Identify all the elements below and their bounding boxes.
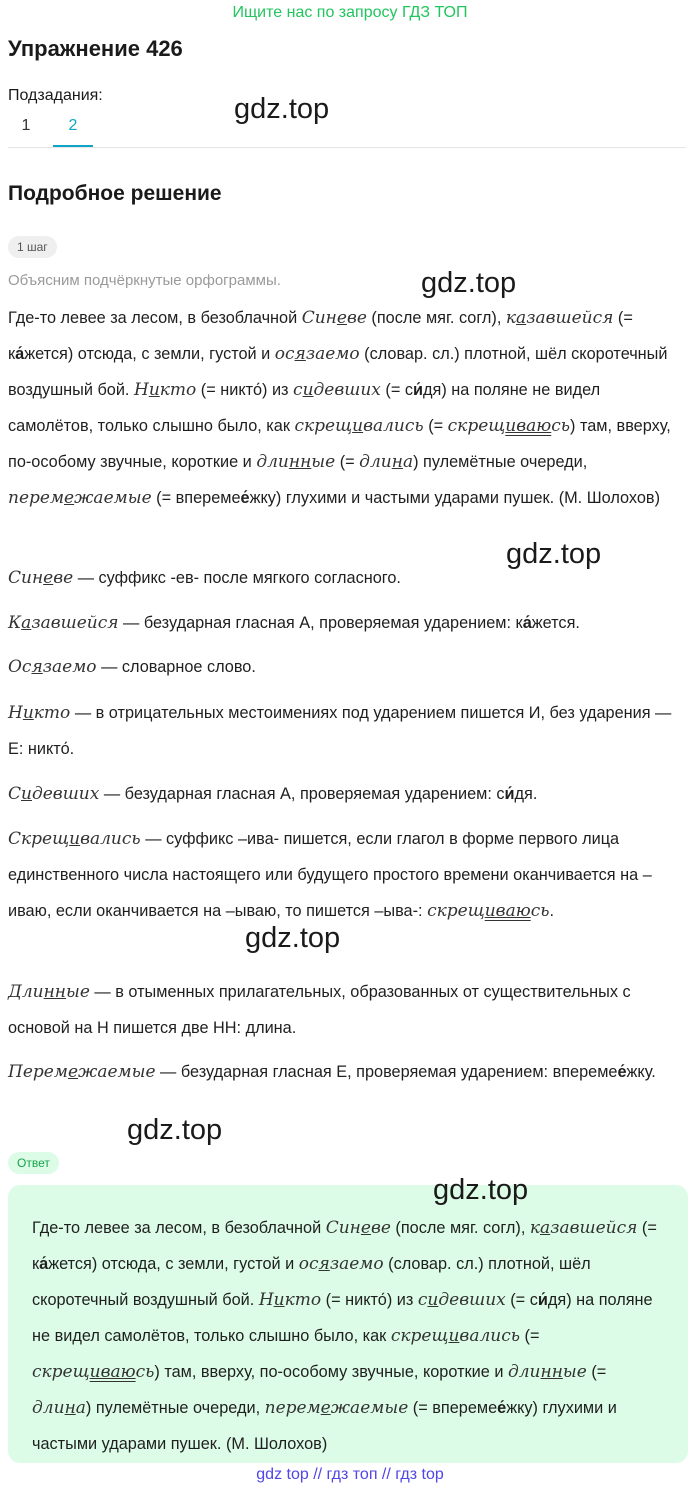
footer-links[interactable]: gdz top // гдз топ // гдз top — [256, 1466, 444, 1483]
word-nikto: Никто — [133, 380, 197, 400]
tab-subtask-1[interactable]: 1 — [21, 117, 31, 134]
watermark: gdz.top — [433, 1174, 529, 1206]
answer-text: Где-то левее за лесом, в безоблачной Синеве (после мяг. согл), казавшейся (= ка́жется) отсюда, с земли, густой и осязаемо (словар. сл.) плотной, шёл скоротечный воздушный бой. Никто (= никто́) из сидевших (= си́дя) на поляне не видел самолётов, только слышно было, как скрещивались (= скрещиваюсь) там, вверху, по-особому звучные, короткие и длинные (= длина) пулемётные очереди, перемежаемые (= вперемее́жку) глухими и частыми ударами пушек. (М. Шолохов) — [32, 1218, 657, 1453]
explanation-sidevshih: Сидевших — безударная гласная А, проверяемая ударением: си́дя. — [8, 784, 538, 804]
section-heading: Подробное решение — [8, 182, 222, 205]
word-dlinnye: длинные — [256, 452, 336, 472]
tab-subtask-2[interactable]: 2 — [53, 117, 93, 147]
watermark: gdz.top — [245, 922, 341, 954]
word-peremezhaemye: перемежаемые — [8, 488, 152, 508]
answer-badge: Ответ — [8, 1152, 59, 1174]
explanation-skreshivalis: Скрещивались — суффикс –ива- пишется, если глагол в форме первого лица единственного числа настоящего или будущего простого времени оканчивается на –иваю, если оканчивается на –ываю, то пишется –ыва-: скрещиваюсь. — [8, 829, 652, 921]
explanation-kazavsheysya: Казавшейся — безударная гласная А, проверяемая ударением: ка́жется. — [8, 613, 580, 633]
step-badge: 1 шаг — [8, 236, 57, 258]
exercise-text: Где-то левее за лесом, в безоблачной Синеве (после мяг. согл), казавшейся (= ка́жется) отсюда, с земли, густой и осязаемо (словар. сл.) плотной, шёл скоротечный воздушный бой. Никто (= никто́) из сидевших (= си́дя) на поляне не видел самолётов, только слышно было, как скрещивались (= скрещиваюсь) там, вверху, по-особому звучные, короткие и длинные (= длина) пулемётные очереди, перемежаемые (= вперемее́жку) глухими и частыми ударами пушек. (М. Шолохов) — [8, 308, 671, 508]
word-sineve: Синеве — [301, 308, 367, 328]
explanation-sineve: Синеве — суффикс -ев- после мягкого согласного. — [8, 568, 401, 588]
watermark: gdz.top — [127, 1114, 223, 1146]
page-title: Упражнение 426 — [8, 36, 183, 61]
subtasks-label: Подзадания: — [8, 87, 103, 104]
word-skreshivalis: скрещивались — [294, 416, 424, 436]
explanation-nikto: Никто — в отрицательных местоимениях под ударением пишется И, без ударения — Е: никто́. — [8, 703, 672, 758]
word-skreshivayus: скрещиваюсь — [447, 416, 571, 436]
explanation-peremezhaemye: Перемежаемые — безударная гласная Е, проверяемая ударением: вперемее́жку. — [8, 1062, 656, 1082]
step-intro: Объясним подчёркнутые орфограммы. — [8, 272, 281, 289]
word-dlina: длина — [359, 452, 414, 472]
tabs-divider — [8, 147, 686, 148]
watermark: gdz.top — [234, 93, 330, 125]
word-sidevshih: сидевших — [293, 380, 381, 400]
watermark: gdz.top — [506, 538, 602, 570]
explanation-osyazaemo: Осязаемо — словарное слово. — [8, 657, 256, 677]
word-osyazaemo: осязаемо — [274, 344, 360, 364]
watermark: gdz.top — [421, 267, 517, 299]
word-kazavsheysya: казавшейся — [505, 308, 614, 328]
search-banner: Ищите нас по запросу ГДЗ ТОП — [232, 4, 468, 21]
explanation-dlinnye: Длинные — в отыменных прилагательных, образованных от существительных с основой на Н пишется две НН: длина. — [8, 982, 631, 1037]
